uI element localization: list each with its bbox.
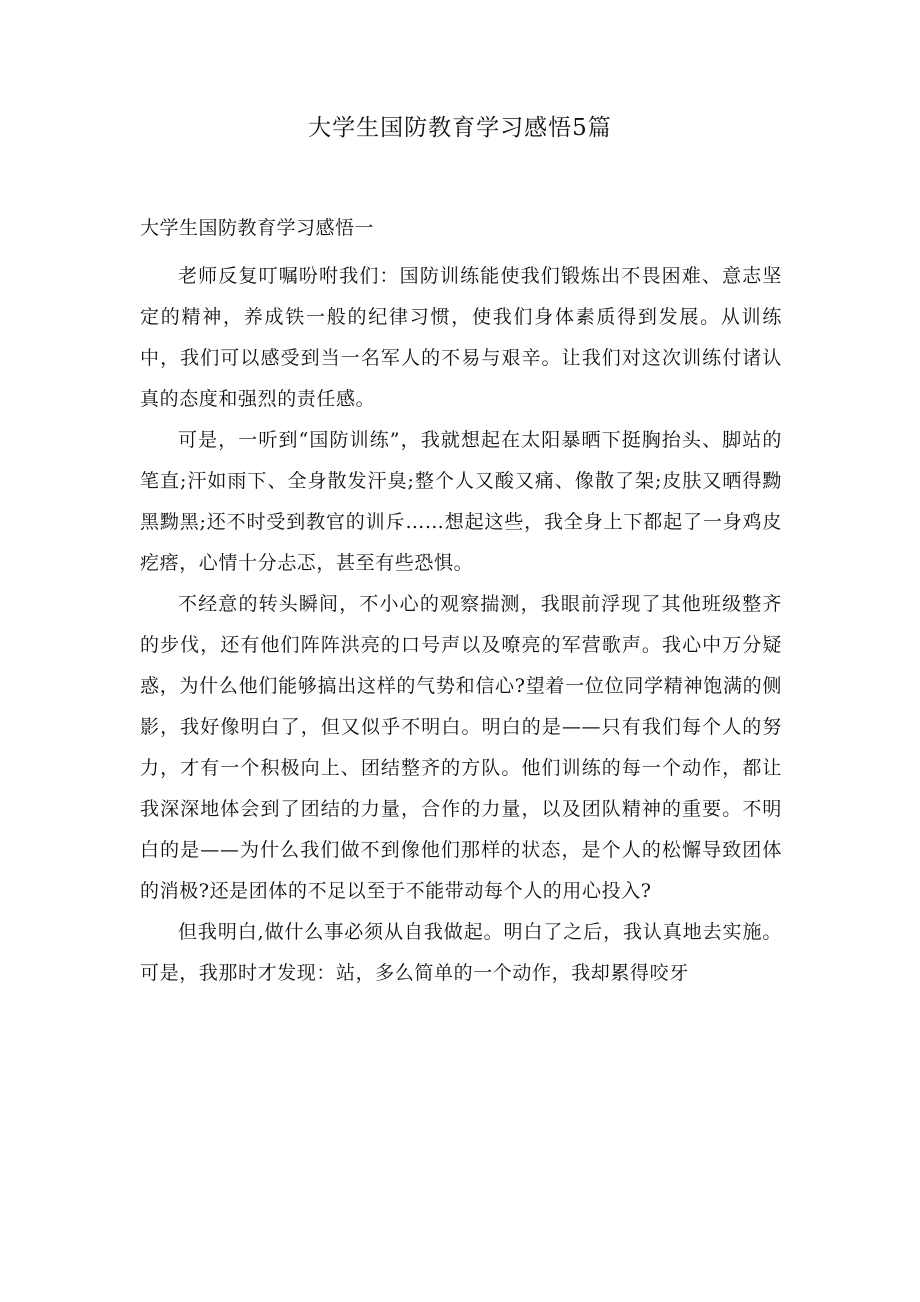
document-title: 大学生国防教育学习感悟5篇	[308, 115, 612, 141]
paragraph: 但我明白,做什么事必须从自我做起。明白了之后，我认真地去实施。可是，我那时才发现：站，多么简单的一个动作，我却累得咬牙	[140, 921, 782, 984]
paragraph: 不经意的转头瞬间，不小心的观察揣测，我眼前浮现了其他班级整齐的步伐，还有他们阵阵洪亮的口号声以及嘹亮的军营歌声。我心中万分疑惑，为什么他们能够搞出这样的气势和信心?望着一位位同学精神饱满的侧影，我好像明白了，但又似乎不明白。明白的是——只有我们每个人的努力，才有一个积极向上、团结整齐的方队。他们训练的每一个动作，都让我深深地体会到了团结的力量，合作的力量，以及团队精神的重要。不明白的是——为什么我们做不到像他们那样的状态，是个人的松懈导致团体的消极?还是团体的不足以至于不能带动每个人的用心投入?	[140, 593, 782, 902]
paragraph: 老师反复叮嘱吩咐我们：国防训练能使我们锻炼出不畏困难、意志坚定的精神，养成铁一般的纪律习惯，使我们身体素质得到发展。从训练中，我们可以感受到当一名军人的不易与艰辛。让我们对这次训练付诸认真的态度和强烈的责任感。	[140, 265, 782, 410]
document-body	[140, 256, 782, 994]
paragraph: 可是，一听到“国防训练”，我就想起在太阳暴晒下挺胸抬头、脚站的笔直;汗如雨下、全身散发汗臭;整个人又酸又痛、像散了架;皮肤又晒得黝黑黝黑;还不时受到教官的训斥……想起这些，我全身上下都起了一身鸡皮疙瘩，心情十分忐忑，甚至有些恐惧。	[140, 429, 782, 574]
section-heading: 大学生国防教育学习感悟一	[140, 217, 375, 239]
